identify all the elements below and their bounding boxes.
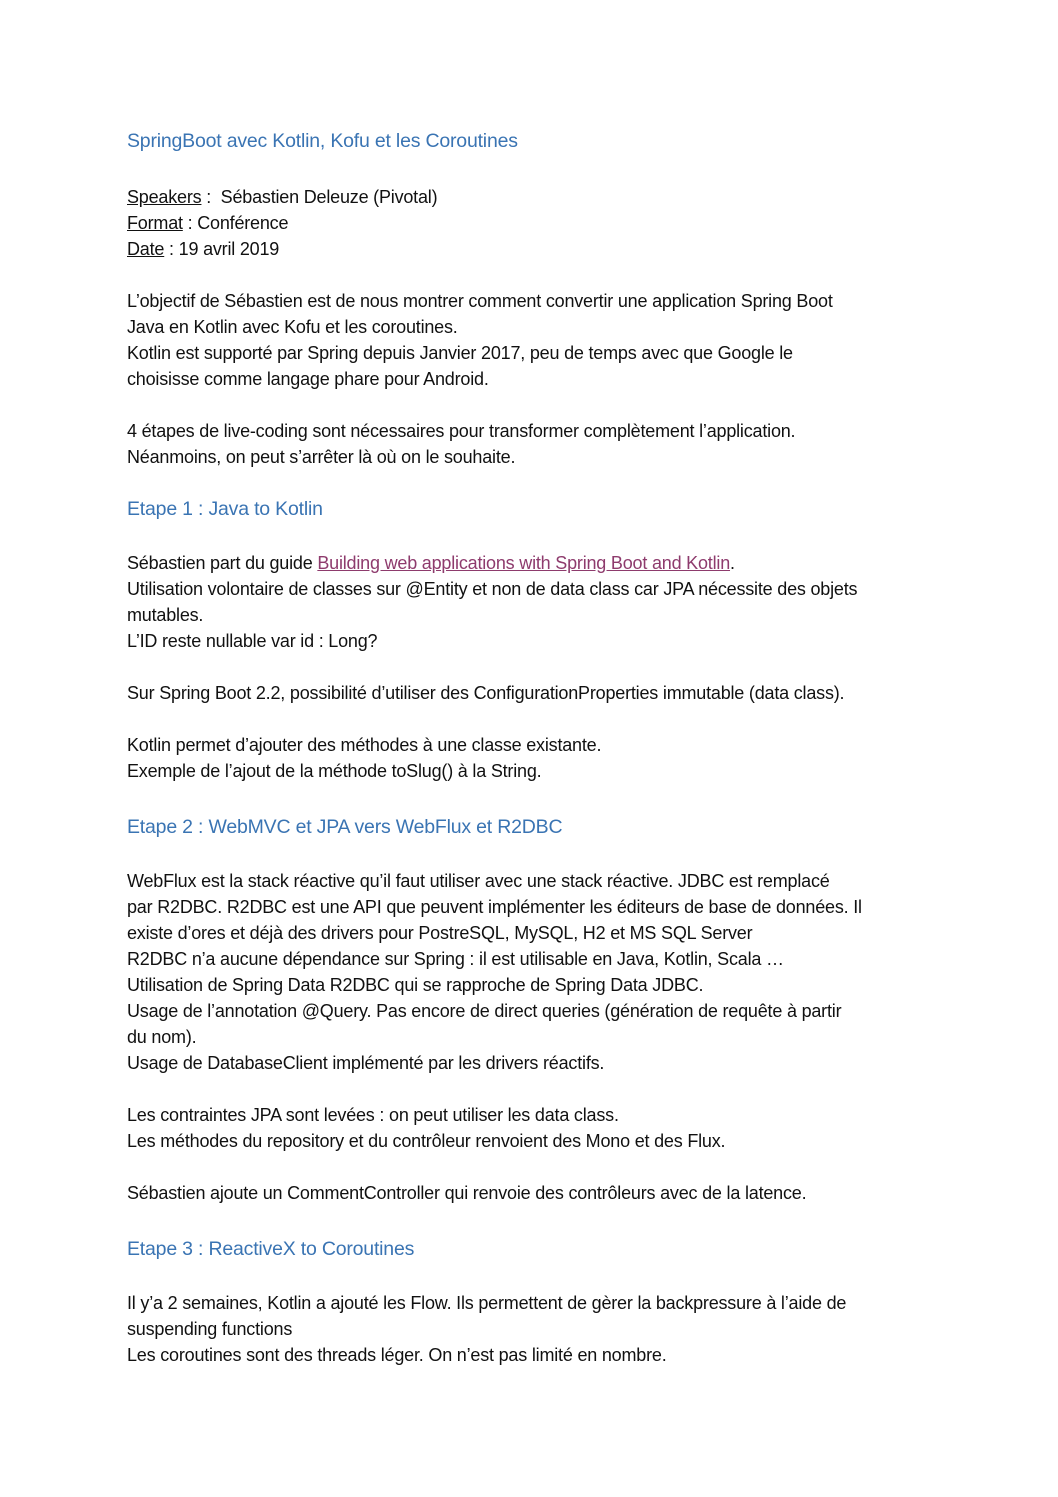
intro-line-6: Néanmoins, on peut s’arrêter là où on le souhaite. [127, 447, 516, 467]
etape1-line-1 [127, 550, 735, 576]
etape2-line-7: du nom). [127, 1027, 197, 1047]
etape1-line-1-prefix: Sébastien part du guide [127, 553, 318, 573]
intro-line-5: 4 étapes de live-coding sont nécessaires pour transformer complètement l’application. [127, 421, 796, 441]
intro-line-3: Kotlin est supporté par Spring depuis Janvier 2017, peu de temps avec que Google le [127, 343, 793, 363]
document-page [127, 0, 947, 1497]
speakers-separator: : [201, 187, 221, 207]
intro-line-1: L’objectif de Sébastien est de nous montrer comment convertir une application Spring Boot [127, 291, 833, 311]
etape1-line-6: Kotlin permet d’ajouter des méthodes à une classe existante. [127, 735, 602, 755]
etape3-line-2: suspending functions [127, 1319, 293, 1339]
etape2-line-8: Usage de DatabaseClient implémenté par les drivers réactifs. [127, 1053, 605, 1073]
etape1-heading: Etape 1 : Java to Kotlin [127, 498, 323, 520]
date-label: Date [127, 239, 165, 259]
etape3-line-3: Les coroutines sont des threads léger. On n’est pas limité en nombre. [127, 1345, 667, 1365]
etape2-line-1: WebFlux est la stack réactive qu’il faut utiliser avec une stack réactive. JDBC est remplacé [127, 871, 830, 891]
etape2-line-4: R2DBC n’a aucune dépendance sur Spring : il est utilisable en Java, Kotlin, Scala … [127, 949, 784, 969]
date-value: 19 avril 2019 [178, 239, 280, 259]
etape1-line-1-suffix: . [730, 553, 735, 573]
format-value: Conférence [197, 213, 289, 233]
etape1-line-2: Utilisation volontaire de classes sur @Entity et non de data class car JPA nécessite des objets [127, 579, 858, 599]
speakers-line [127, 184, 437, 210]
etape1-line-5: Sur Spring Boot 2.2, possibilité d’utiliser des ConfigurationProperties immutable (data class). [127, 683, 845, 703]
etape3-line-1: Il y’a 2 semaines, Kotlin a ajouté les Flow. Ils permettent de gèrer la backpressure à l’aide de [127, 1293, 847, 1313]
etape2-line-9: Les contraintes JPA sont levées : on peut utiliser les data class. [127, 1105, 619, 1125]
etape2-heading: Etape 2 : WebMVC et JPA vers WebFlux et R2DBC [127, 816, 563, 838]
format-label: Format [127, 213, 183, 233]
etape2-line-11: Sébastien ajoute un CommentController qui renvoie des contrôleurs avec de la latence. [127, 1183, 807, 1203]
etape2-line-6: Usage de l’annotation @Query. Pas encore de direct queries (génération de requête à partir [127, 1001, 842, 1021]
etape1-line-4: L’ID reste nullable var id : Long? [127, 631, 378, 651]
speakers-value: Sébastien Deleuze (Pivotal) [220, 187, 438, 207]
guide-link[interactable]: Building web applications with Spring Boot and Kotlin [317, 553, 731, 573]
format-separator: : [182, 213, 198, 233]
intro-line-2: Java en Kotlin avec Kofu et les coroutines. [127, 317, 458, 337]
date-separator: : [164, 239, 179, 259]
etape1-line-7: Exemple de l’ajout de la méthode toSlug() à la String. [127, 761, 542, 781]
etape3-heading: Etape 3 : ReactiveX to Coroutines [127, 1238, 415, 1260]
etape2-line-2: par R2DBC. R2DBC est une API que peuvent implémenter les éditeurs de base de données. Il [127, 897, 862, 917]
format-line [127, 210, 288, 236]
intro-line-4: choisisse comme langage phare pour Android. [127, 369, 489, 389]
date-line [127, 236, 279, 262]
etape1-line-3: mutables. [127, 605, 204, 625]
etape2-line-5: Utilisation de Spring Data R2DBC qui se rapproche de Spring Data JDBC. [127, 975, 704, 995]
etape2-line-10: Les méthodes du repository et du contrôleur renvoient des Mono et des Flux. [127, 1131, 726, 1151]
speakers-label: Speakers [127, 187, 202, 207]
document-title: SpringBoot avec Kotlin, Kofu et les Coroutines [127, 130, 518, 152]
etape2-line-3: existe d’ores et déjà des drivers pour PostreSQL, MySQL, H2 et MS SQL Server [127, 923, 753, 943]
